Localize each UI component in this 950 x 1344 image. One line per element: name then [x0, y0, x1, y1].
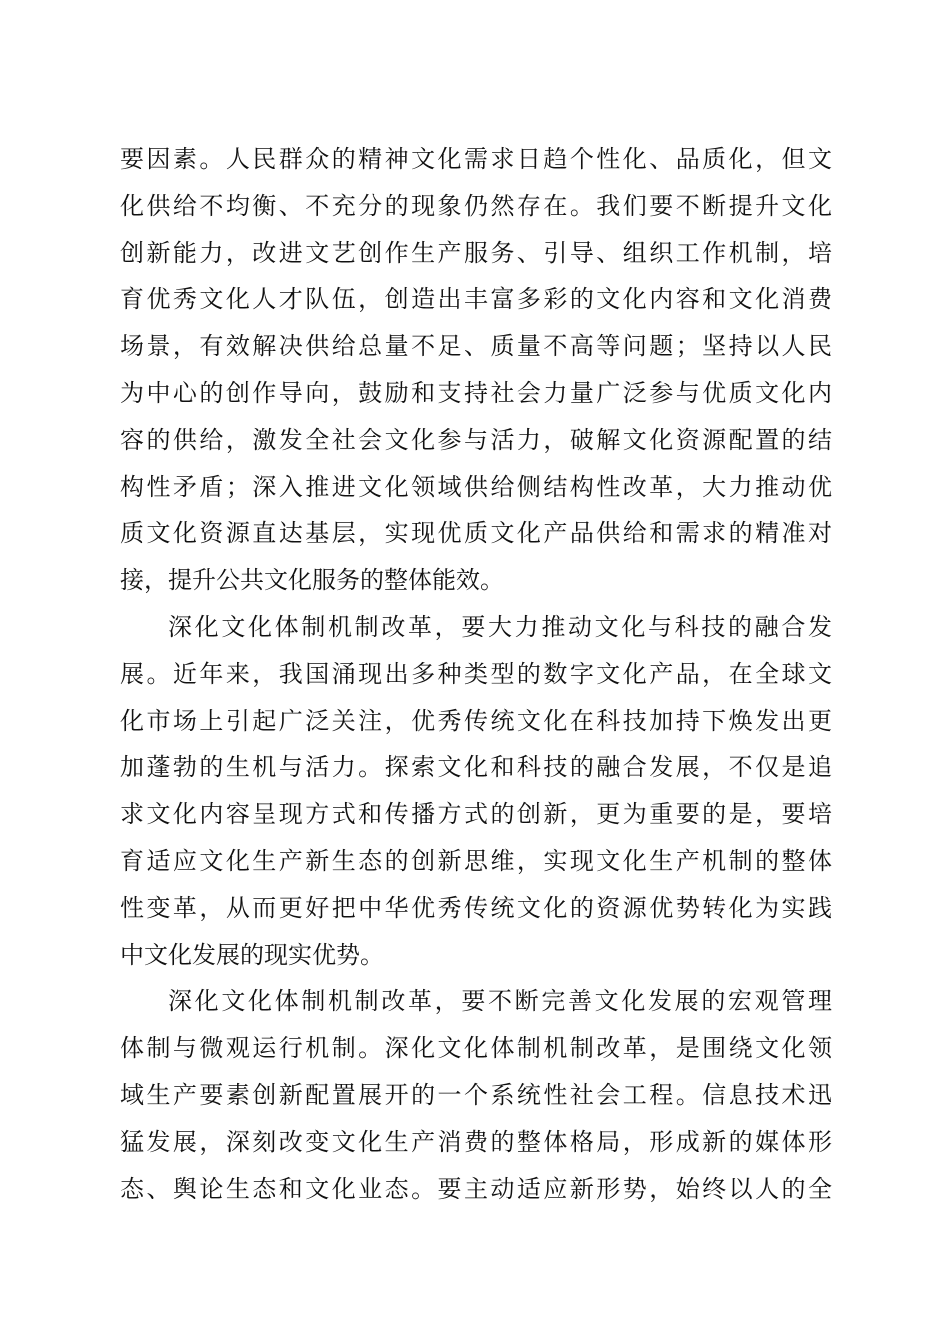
text-line: 育适应文化生产新生态的创新思维，实现文化生产机制的整体 [120, 846, 832, 875]
text-line: 猛发展，深刻改变文化生产消费的整体格局，形成新的媒体形 [120, 1127, 832, 1156]
text-line: 接，提升公共文化服务的整体能效。 [120, 566, 504, 595]
text-line: 求文化内容呈现方式和传播方式的创新，更为重要的是，要培 [120, 800, 832, 829]
text-line: 容的供给，激发全社会文化参与活力，破解文化资源配置的结 [120, 425, 832, 454]
text-line: 场景，有效解决供给总量不足、质量不高等问题；坚持以人民 [120, 332, 832, 361]
text-line: 创新能力，改进文艺创作生产服务、引导、组织工作机制，培 [120, 238, 832, 267]
text-line: 化市场上引起广泛关注，优秀传统文化在科技加持下焕发出更 [120, 706, 832, 735]
text-line: 体制与微观运行机制。深化文化体制机制改革，是围绕文化领 [120, 1034, 832, 1063]
text-line: 态、舆论生态和文化业态。要主动适应新形势，始终以人的全 [120, 1174, 832, 1203]
text-line: 育优秀文化人才队伍，创造出丰富多彩的文化内容和文化消费 [120, 285, 832, 314]
text-line: 性变革，从而更好把中华优秀传统文化的资源优势转化为实践 [120, 893, 832, 922]
text-line: 化供给不均衡、不充分的现象仍然存在。我们要不断提升文化 [120, 191, 832, 220]
paragraph-start-line: 深化文化体制机制改革，要大力推动文化与科技的融合发 [168, 612, 832, 641]
text-line: 要因素。人民群众的精神文化需求日趋个性化、品质化，但文 [120, 145, 832, 173]
text-line: 中文化发展的现实优势。 [120, 940, 384, 969]
paragraph-start-line: 深化文化体制机制改革，要不断完善文化发展的宏观管理 [168, 987, 832, 1016]
text-line: 加蓬勃的生机与活力。探索文化和科技的融合发展，不仅是追 [120, 753, 832, 782]
text-line: 为中心的创作导向，鼓励和支持社会力量广泛参与优质文化内 [120, 378, 832, 407]
text-line: 域生产要素创新配置展开的一个系统性社会工程。信息技术迅 [120, 1080, 832, 1109]
text-line: 构性矛盾；深入推进文化领域供给侧结构性改革，大力推动优 [120, 472, 832, 501]
body-text [120, 136, 832, 1212]
text-line: 质文化资源直达基层，实现优质文化产品供给和需求的精准对 [120, 519, 832, 548]
text-line: 展。近年来，我国涌现出多种类型的数字文化产品，在全球文 [120, 659, 832, 688]
